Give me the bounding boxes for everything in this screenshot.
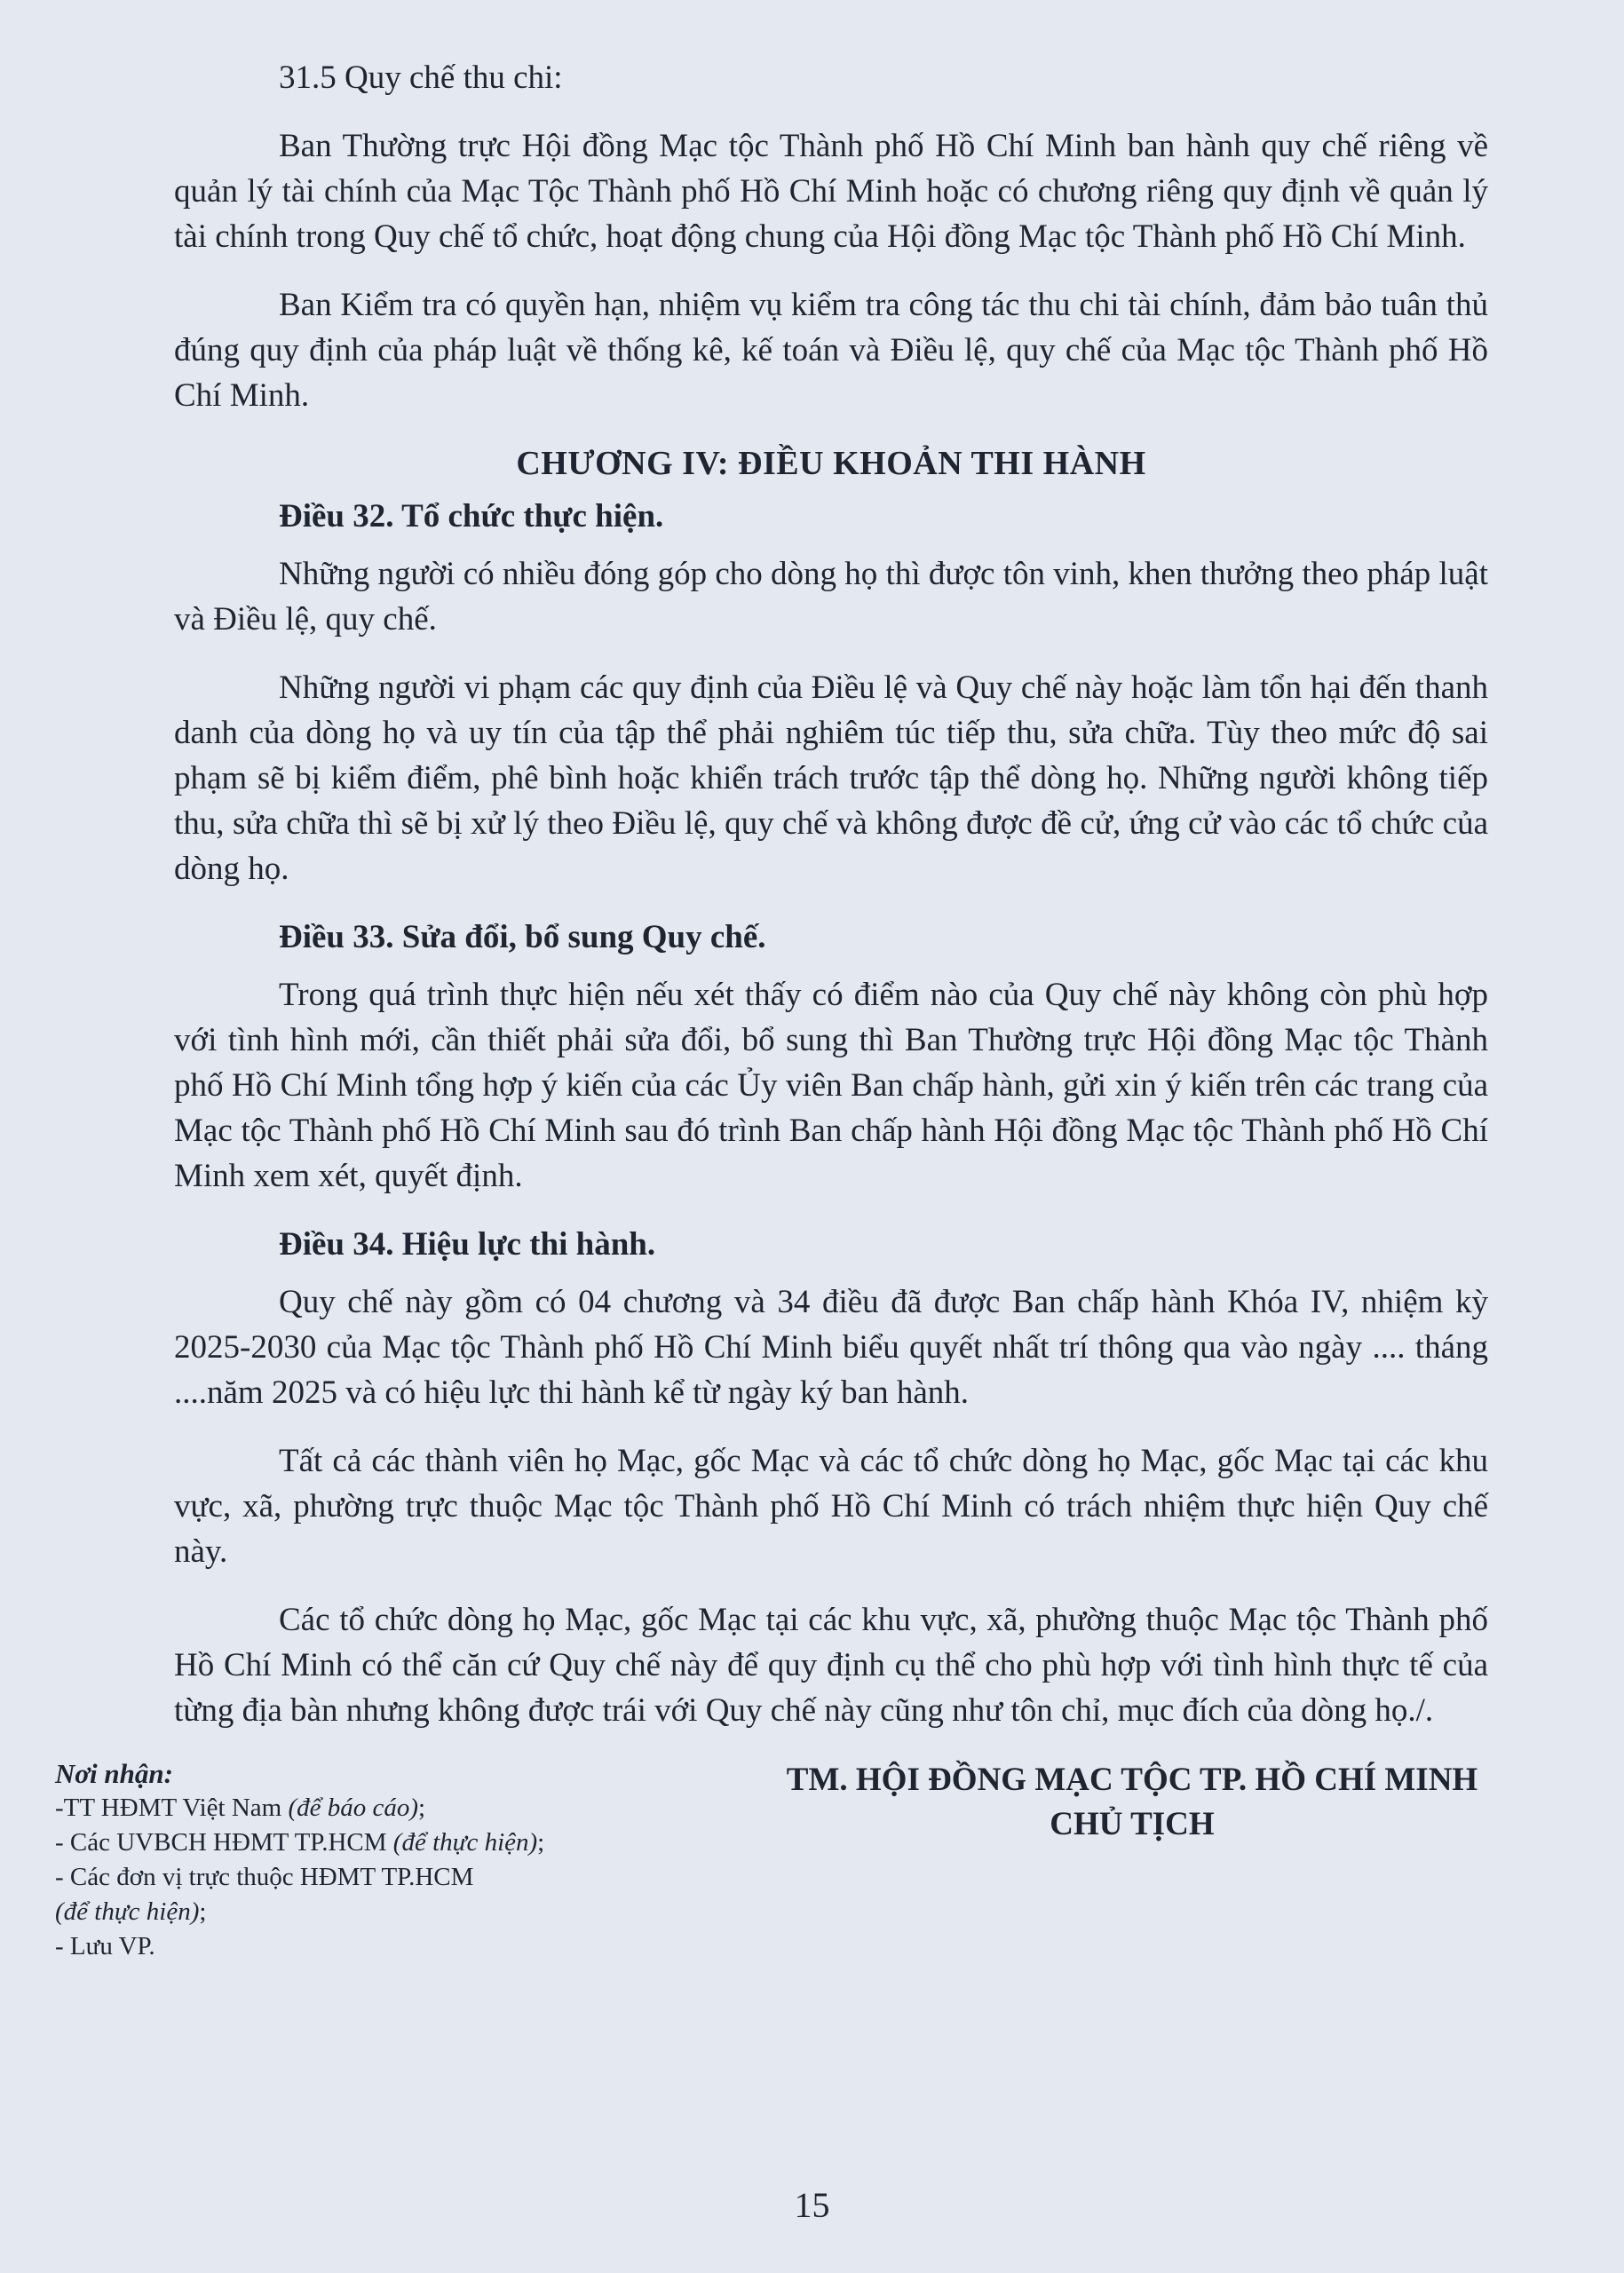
recipient-punct: ; — [537, 1828, 545, 1857]
article-34-paragraph-3: Các tổ chức dòng họ Mạc, gốc Mạc tại các khu vực, xã, phường thuộc Mạc tộc Thành phố Hồ Chí Minh có thể căn cứ Quy chế này để quy định cụ thể cho phù hợp với tình hình thực tế của từng địa bàn nhưng không được trái với Quy chế này cũng như tôn chỉ, mục đích của dòng họ./. — [174, 1602, 1488, 1729]
recipient-name: - Lưu VP. — [55, 1932, 155, 1960]
signature-block — [710, 1758, 1554, 1847]
page-number: 15 — [794, 2185, 830, 2225]
section-31-5-heading: 31.5 Quy chế thu chi: — [279, 59, 563, 96]
article-32-heading: Điều 32. Tổ chức thực hiện. — [279, 498, 664, 535]
recipient-line — [55, 1791, 694, 1826]
paragraph-inspection-committee: Ban Kiểm tra có quyền hạn, nhiệm vụ kiểm tra công tác thu chi tài chính, đảm bảo tuân thủ đúng quy định của pháp luật về thống kê, kế toán và Điều lệ, quy chế của Mạc tộc Thành phố Hồ Chí Minh. — [174, 287, 1488, 414]
signature-organization: TM. HỘI ĐỒNG MẠC TỘC TP. HỒ CHÍ MINH — [786, 1762, 1478, 1798]
chapter-title: CHƯƠNG IV: ĐIỀU KHOẢN THI HÀNH — [516, 445, 1146, 482]
recipients-block — [55, 1756, 694, 1964]
recipient-note: (để thực hiện) — [55, 1897, 200, 1926]
signature-title: CHỦ TỊCH — [1050, 1806, 1215, 1842]
recipient-name: - Các UVBCH HĐMT TP.HCM — [55, 1828, 387, 1857]
article-34-heading: Điều 34. Hiệu lực thi hành. — [279, 1226, 656, 1263]
article-34-paragraph-2: Tất cả các thành viên họ Mạc, gốc Mạc và các tổ chức dòng họ Mạc, gốc Mạc tại các khu vực, xã, phường trực thuộc Mạc tộc Thành phố Hồ Chí Minh có trách nhiệm thực hiện Quy chế này. — [174, 1443, 1488, 1570]
paragraph-standing-committee: Ban Thường trực Hội đồng Mạc tộc Thành phố Hồ Chí Minh ban hành quy chế riêng về quản lý tài chính của Mạc Tộc Thành phố Hồ Chí Minh hoặc có chương riêng quy định về quản lý tài chính trong Quy chế tổ chức, hoạt động chung của Hội đồng Mạc tộc Thành phố Hồ Chí Minh. — [174, 128, 1488, 255]
recipient-note: (để báo cáo) — [288, 1794, 419, 1822]
recipient-line — [55, 1895, 694, 1929]
recipient-punct: ; — [418, 1794, 426, 1822]
article-34-paragraph-1: Quy chế này gồm có 04 chương và 34 điều đã được Ban chấp hành Khóa IV, nhiệm kỳ 2025-2030 của Mạc tộc Thành phố Hồ Chí Minh biểu quyết nhất trí thông qua vào ngày .... tháng ....năm 2025 và có hiệu lực thi hành kể từ ngày ký ban hành. — [174, 1284, 1488, 1411]
article-33-heading: Điều 33. Sửa đổi, bổ sung Quy chế. — [279, 919, 766, 955]
recipient-punct: ; — [199, 1897, 207, 1926]
recipient-name: -TT HĐMT Việt Nam — [55, 1794, 282, 1822]
recipient-name: - Các đơn vị trực thuộc HĐMT TP.HCM — [55, 1863, 474, 1891]
article-33-paragraph-1: Trong quá trình thực hiện nếu xét thấy có điểm nào của Quy chế này không còn phù hợp với tình hình mới, cần thiết phải sửa đổi, bổ sung thì Ban Thường trực Hội đồng Mạc tộc Thành phố Hồ Chí Minh tổng hợp ý kiến của các Ủy viên Ban chấp hành, gửi xin ý kiến trên các trang của Mạc tộc Thành phố Hồ Chí Minh sau đó trình Ban chấp hành Hội đồng Mạc tộc Thành phố Hồ Chí Minh xem xét, quyết định. — [174, 977, 1488, 1194]
recipient-line — [55, 1860, 694, 1895]
article-32-paragraph-1: Những người có nhiều đóng góp cho dòng họ thì được tôn vinh, khen thưởng theo pháp luật và Điều lệ, quy chế. — [174, 556, 1488, 638]
document-body — [174, 55, 1488, 1756]
article-32-paragraph-2: Những người vi phạm các quy định của Điều lệ và Quy chế này hoặc làm tổn hại đến thanh danh của dòng họ và uy tín của tập thể phải nghiêm túc tiếp thu, sửa chữa. Tùy theo mức độ sai phạm sẽ bị kiểm điểm, phê bình hoặc khiển trách trước tập thể dòng họ. Những người không tiếp thu, sửa chữa thì sẽ bị xử lý theo Điều lệ, quy chế và không được đề cử, ứng cử vào các tổ chức của dòng họ. — [174, 669, 1488, 887]
recipients-title: Nơi nhận: — [55, 1758, 173, 1789]
recipient-note: (để thực hiện) — [392, 1828, 538, 1857]
recipient-line — [55, 1929, 694, 1964]
recipient-line — [55, 1826, 694, 1860]
